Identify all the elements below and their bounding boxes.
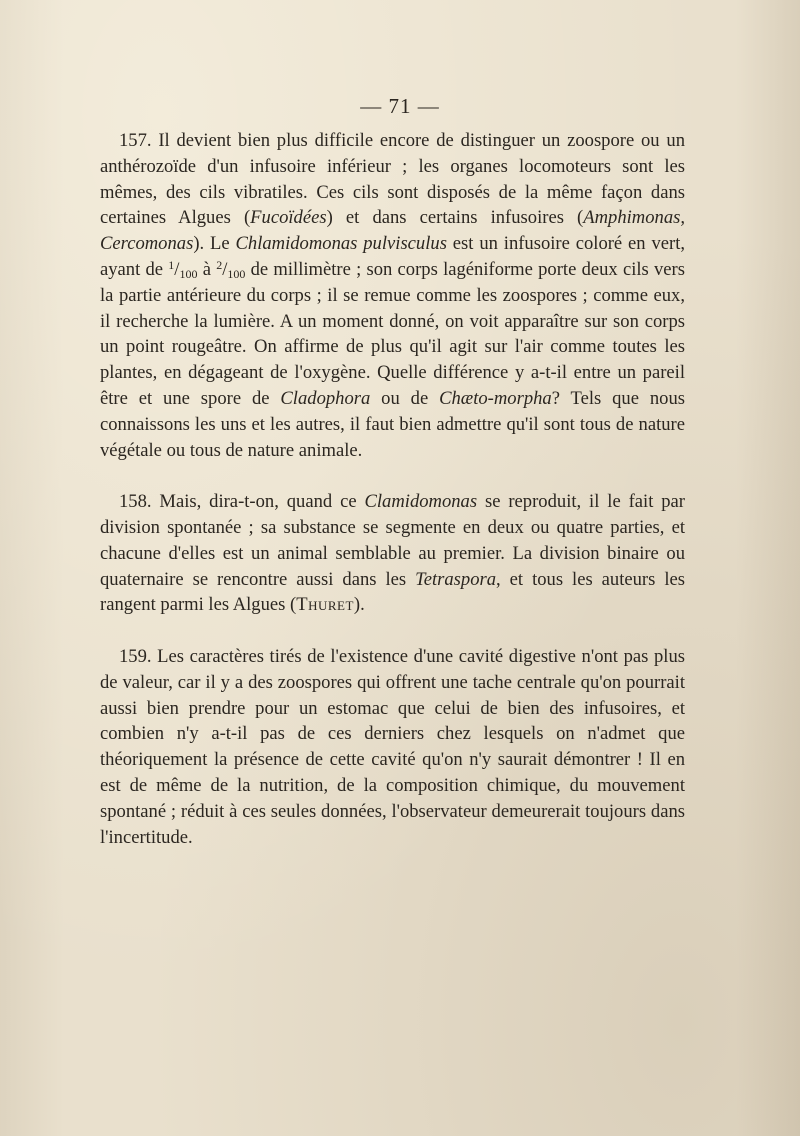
text-run: Cladophora: [280, 387, 371, 409]
text-run: Chæto-morpha: [439, 387, 552, 409]
paragraph-157: [100, 128, 685, 463]
body-text: [100, 128, 685, 850]
text-run: Thuret: [296, 594, 354, 616]
text-run: se reproduit, il le fait par division spontanée ; sa substance se segmente en deux ou quatre parties, et chacune d'elles est un animal semblable au premier. La division binaire ou quaternaire se rencontre aussi dans les: [100, 491, 686, 590]
paragraph-158: [100, 489, 685, 618]
text-run: Tetraspora: [415, 568, 497, 590]
page-number: — 71 —: [360, 94, 440, 118]
text-run: 157. Il devient bien plus difficile encore de distinguer un zoospore ou un anthérozoïde d'un infusoire inférieur ; les organes locomoteurs sont les mêmes, des cils vibratiles. Ces cils sont disposés de la même façon dans certaines Algues (: [100, 130, 685, 229]
text-run: ? Tels que nous connaissons les uns et les autres, il faut bien admettre qu'il sont tous de nature végétale ou tous de nature animale.: [100, 387, 685, 461]
text-run: Chlamidomonas pulvisculus: [235, 233, 447, 255]
text-run: , et tous les auteurs les rangent parmi les Algues (: [100, 568, 685, 616]
text-run: 1: [168, 257, 175, 272]
text-run: de millimètre ; son corps lagéniforme porte deux cils vers la partie antérieure du corps ; il se remue comme les zoospores ; comme eux, il recherche la lumière. A un moment donné, on voit apparaître sur son corps un point rougeâtre. On affirme de plus qu'il agit sur l'air comme toutes les plantes, en dégageant de l'oxygène. Quelle différence y a-t-il entre un pareil être et une spore de: [100, 258, 685, 409]
text-run: Amphimonas, Cercomonas: [100, 207, 685, 255]
text-run: 100: [227, 266, 246, 281]
text-run: ).: [353, 594, 365, 616]
text-run: 2: [216, 257, 223, 272]
text-run: 100: [179, 266, 198, 281]
text-run: ). Le: [193, 233, 236, 255]
text-run: est un infusoire coloré en vert, ayant de: [100, 233, 686, 280]
paragraph-159: [100, 644, 685, 850]
text-run: 159. Les caractères tirés de l'existence d'une cavité digestive n'ont pas plus de valeur, car il y a des zoospores qui offrent une tache centrale qu'on pourrait aussi bien prendre pour un estomac que celui de bien des infusoires, et combien n'y a-t-il pas de ces derniers chez lesquels on n'admet que théoriquement la présence de cette cavité qu'on n'y saurait démontrer ! Il en est de même de la nutrition, de la composition chimique, du mouvement spontané ; réduit à ces seules données, l'observateur demeurerait toujours dans l'incertitude.: [100, 645, 685, 848]
text-run: 158. Mais, dira-t-on, quand ce: [119, 491, 365, 513]
text-run: ) et dans certains infusoires (: [326, 207, 584, 229]
text-run: à: [197, 258, 217, 280]
text-run: ou de: [370, 387, 440, 409]
text-run: Clamidomonas: [364, 491, 478, 513]
text-run: /: [174, 258, 180, 280]
text-run: /: [222, 258, 228, 280]
text-run: Fucoïdées: [250, 207, 327, 229]
